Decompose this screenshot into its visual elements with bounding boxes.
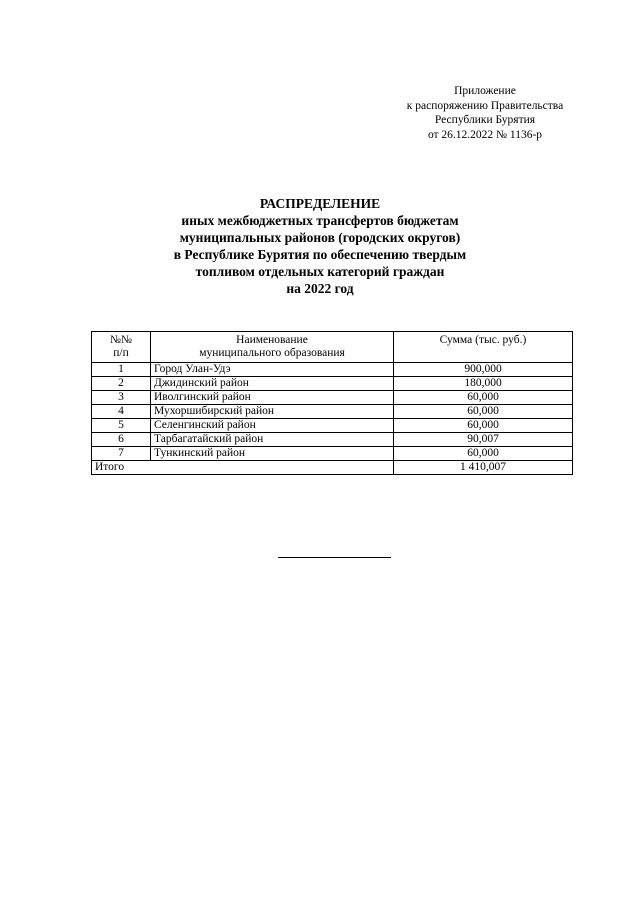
row-sum: 60,000 bbox=[394, 391, 573, 405]
row-sum: 900,000 bbox=[394, 363, 573, 377]
table-header-row bbox=[92, 332, 573, 363]
table-row bbox=[92, 391, 573, 405]
row-name: Тункинский район bbox=[151, 447, 394, 461]
row-number: 3 bbox=[92, 391, 151, 405]
row-sum: 60,000 bbox=[394, 405, 573, 419]
title-line: муниципальных районов (городских округов) bbox=[179, 230, 461, 245]
table-row bbox=[92, 405, 573, 419]
distribution-table bbox=[91, 331, 573, 475]
document-title bbox=[120, 195, 520, 297]
row-name: Иволгинский район bbox=[151, 391, 394, 405]
table-row bbox=[92, 377, 573, 391]
total-label: Итого bbox=[92, 461, 151, 475]
annex-line: Республики Бурятия bbox=[434, 114, 536, 126]
row-sum: 180,000 bbox=[394, 377, 573, 391]
header-number bbox=[92, 332, 151, 363]
row-sum: 60,000 bbox=[394, 447, 573, 461]
header-number-line2: п/п bbox=[113, 347, 129, 359]
table-row bbox=[92, 433, 573, 447]
row-number: 4 bbox=[92, 405, 151, 419]
header-name-line1: Наименование bbox=[236, 334, 308, 346]
row-name: Город Улан-Удэ bbox=[151, 363, 394, 377]
header-name bbox=[151, 332, 394, 363]
table-body bbox=[92, 363, 573, 461]
title-line: в Республике Бурятия по обеспечению твердым bbox=[173, 247, 467, 262]
table-row bbox=[92, 363, 573, 377]
row-sum: 60,000 bbox=[394, 419, 573, 433]
table-row bbox=[92, 419, 573, 433]
annex-line: Приложение bbox=[454, 85, 516, 97]
row-number: 1 bbox=[92, 363, 151, 377]
row-name: Мухоршибирский район bbox=[151, 405, 394, 419]
row-number: 6 bbox=[92, 433, 151, 447]
header-sum: Сумма (тыс. руб.) bbox=[394, 332, 573, 363]
total-row bbox=[92, 461, 573, 475]
title-line: на 2022 год bbox=[286, 281, 354, 296]
row-number: 2 bbox=[92, 377, 151, 391]
header-name-line2: муниципального образования bbox=[199, 347, 345, 359]
row-name: Селенгинский район bbox=[151, 419, 394, 433]
annex-line: к распоряжению Правительства bbox=[406, 99, 564, 112]
total-sum: 1 410,007 bbox=[394, 461, 573, 475]
title-line: иных межбюджетных трансфертов бюджетам bbox=[181, 213, 459, 228]
annex-block bbox=[380, 84, 590, 142]
row-sum: 90,007 bbox=[394, 433, 573, 447]
row-name: Джидинский район bbox=[151, 377, 394, 391]
title-line: топливом отдельных категорий граждан bbox=[195, 264, 445, 279]
total-empty-cell bbox=[151, 461, 394, 475]
row-name: Тарбагатайский район bbox=[151, 433, 394, 447]
closing-line bbox=[278, 557, 391, 558]
title-line: РАСПРЕДЕЛЕНИЕ bbox=[259, 196, 381, 211]
annex-line: от 26.12.2022 № 1136-р bbox=[427, 128, 543, 141]
row-number: 5 bbox=[92, 419, 151, 433]
table-row bbox=[92, 447, 573, 461]
header-number-line1: №№ bbox=[110, 334, 132, 346]
row-number: 7 bbox=[92, 447, 151, 461]
